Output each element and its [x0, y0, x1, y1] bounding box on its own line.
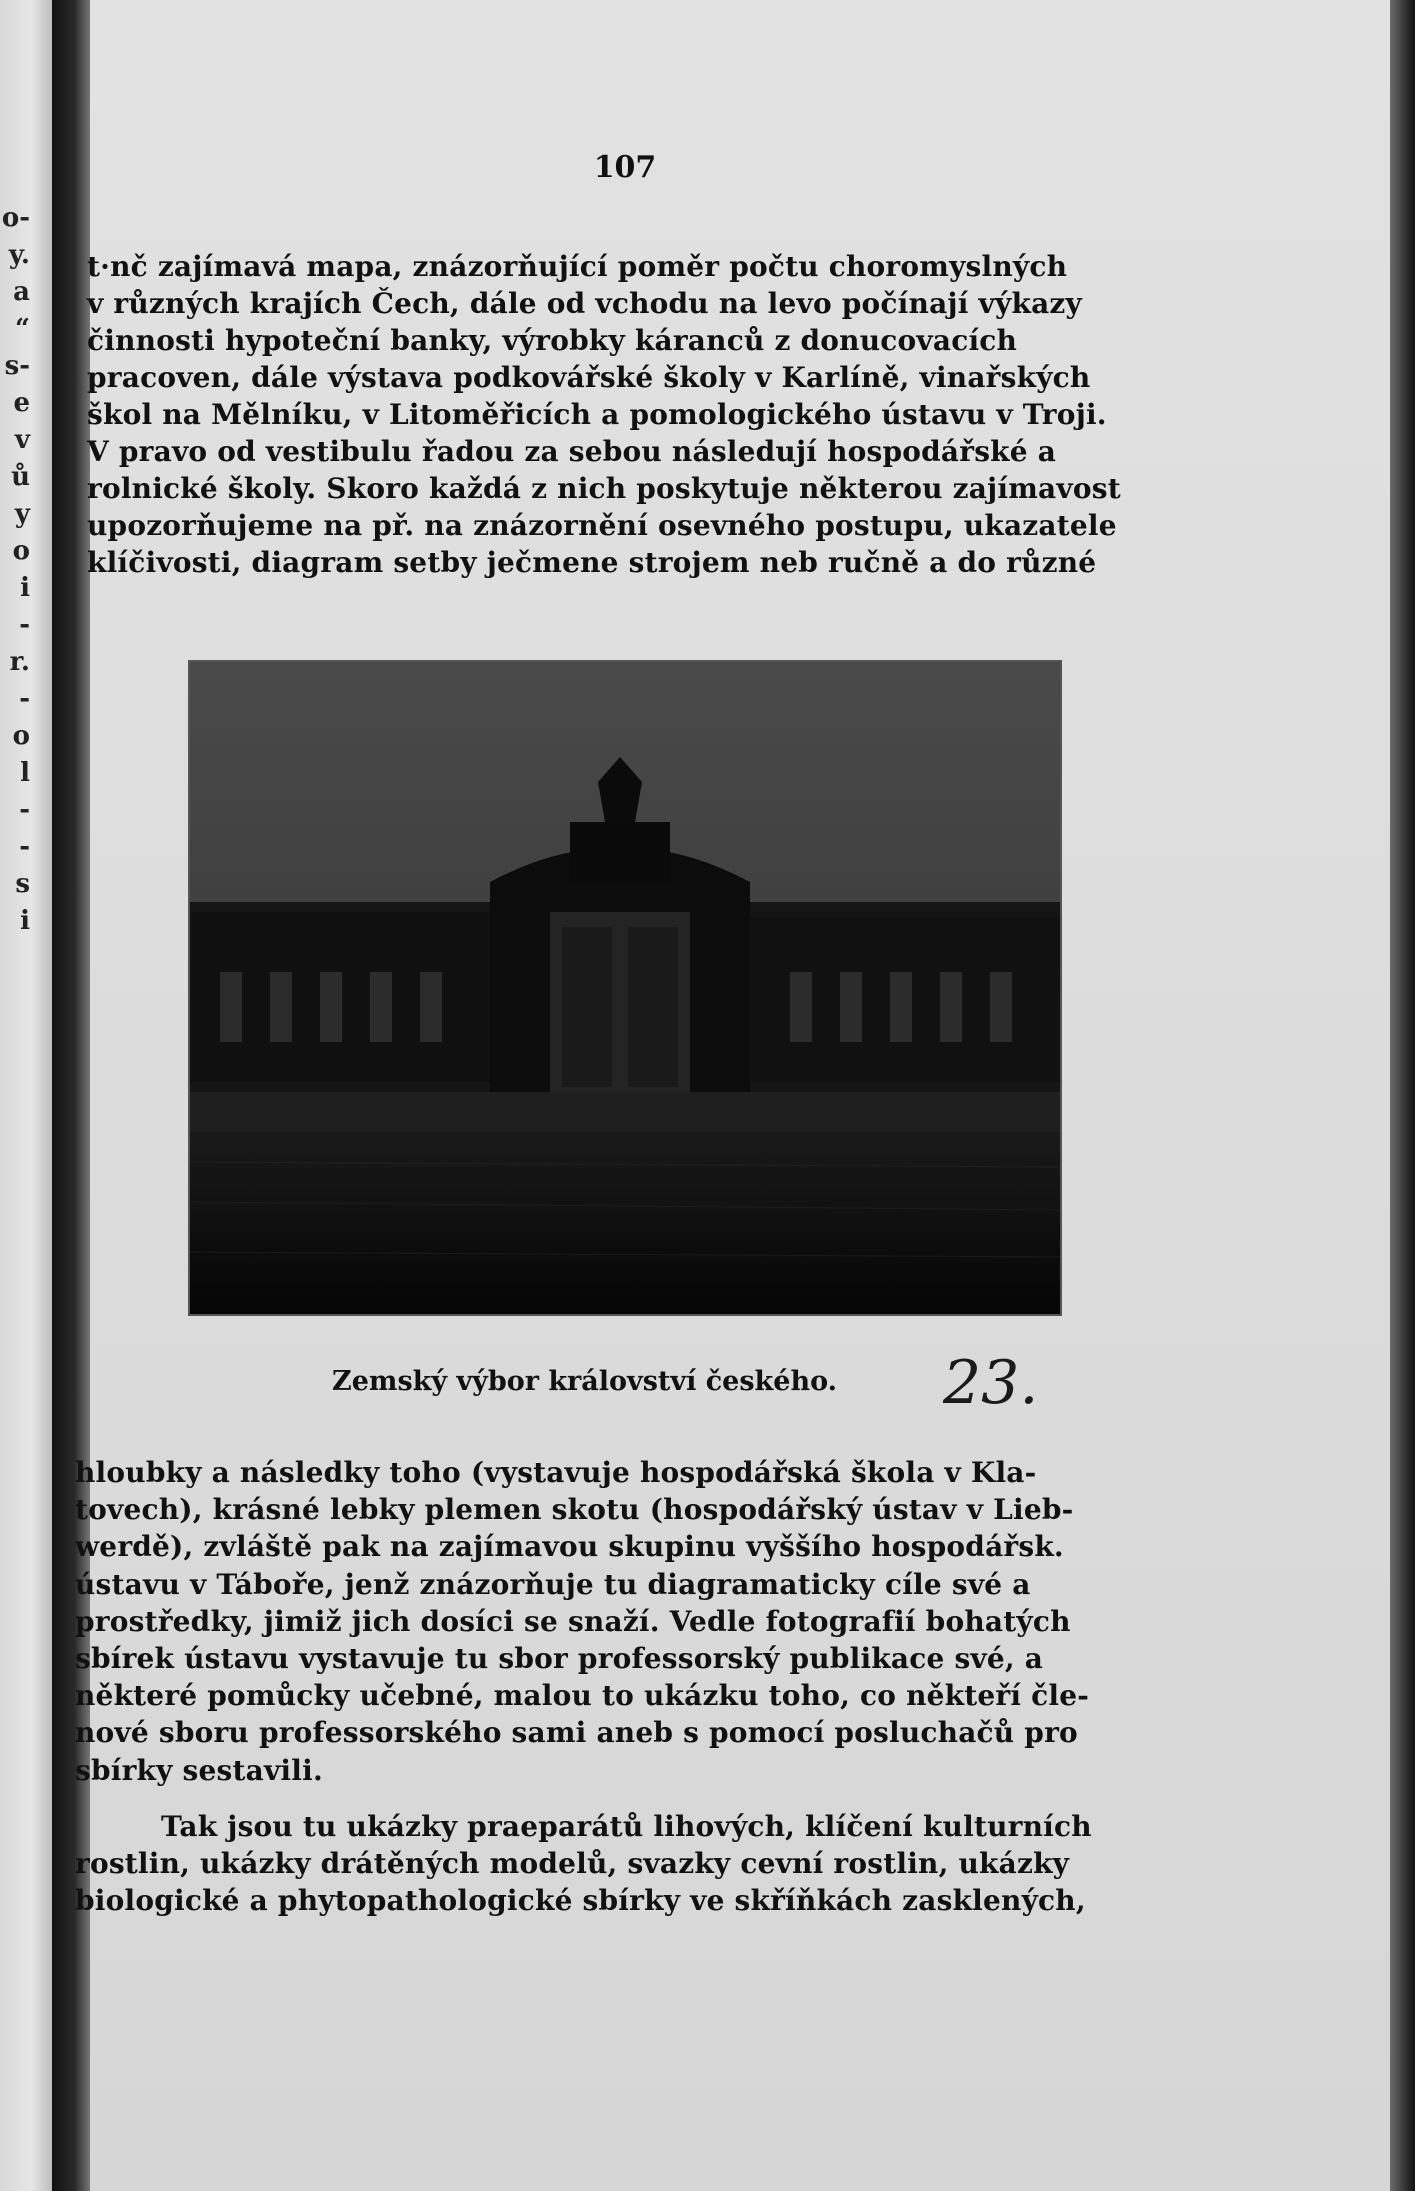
text-line: v různých krajích Čech, dále od vchodu na levo počínají výkazy [87, 287, 1082, 320]
text-line: rostlin, ukázky drátěných modelů, svazky cevní rostlin, ukázky [75, 1847, 1070, 1881]
paragraph-middle [75, 1454, 1205, 1789]
text-line: sbírek ústavu vystavuje tu sbor professorský publikace své, a [75, 1641, 1044, 1675]
edge-char: i [20, 906, 30, 936]
page-number: 107 [593, 150, 657, 185]
edge-char: r. [9, 647, 30, 677]
text-line: pracoven, dále výstava podkovářské školy v Karlíně, vinařských [87, 361, 1091, 394]
text-line: činnosti hypoteční banky, výrobky káranců z donucovacích [87, 324, 1018, 357]
paragraph-top [87, 248, 1187, 581]
paragraph-bottom [75, 1808, 1205, 1920]
page-right-edge [1390, 0, 1415, 2191]
text-line: tovech), krásné lebky plemen skotu (hospodářský ústav v Lieb- [75, 1493, 1074, 1527]
text-line: rolnické školy. Skoro každá z nich poskytuje některou zajímavost [87, 472, 1121, 505]
edge-char: i [20, 573, 30, 603]
building-photograph [188, 660, 1062, 1316]
edge-char: “ [15, 314, 30, 344]
text-line: hloubky a následky toho (vystavuje hospodářská škola v Kla- [75, 1456, 1037, 1489]
edge-char: a [13, 277, 30, 307]
text-line: škol na Mělníku, v Litoměřicích a pomologického ústavu v Troji. [87, 398, 1107, 431]
photo-caption: Zemský výbor království českého. [332, 1366, 838, 1397]
text-line: sbírky sestavili. [75, 1753, 323, 1787]
text-line: některé pomůcky učebné, malou to ukázku toho, co někteří čle- [75, 1679, 1090, 1713]
edge-char: l [20, 758, 30, 788]
handwritten-note: 23. [943, 1348, 1039, 1418]
edge-char: o [12, 721, 30, 751]
edge-char: s [15, 869, 30, 899]
pavilion-photo-image [190, 662, 1060, 1314]
edge-char: v [14, 425, 30, 455]
facing-page-edge [0, 0, 52, 2191]
edge-char: - [19, 610, 30, 640]
text-line: V pravo od vestibulu řadou za sebou následují hospodářské a [87, 435, 1057, 468]
text-line: nové sboru professorského sami aneb s pomocí posluchačů pro [75, 1716, 1078, 1750]
edge-char: y. [8, 240, 30, 270]
text-line: biologické a phytopathologické sbírky ve skříňkách zasklených, [75, 1884, 1086, 1918]
text-line: klíčivosti, diagram setby ječmene strojem neb ručně a do různé [87, 546, 1097, 579]
edge-char: ů [11, 462, 30, 492]
text-line: upozorňujeme na př. na znázornění osevného postupu, ukazatele [87, 509, 1117, 542]
edge-char: s- [4, 351, 30, 381]
facing-page-text [0, 200, 30, 940]
edge-char: o- [1, 203, 30, 233]
edge-char: e [13, 388, 30, 418]
edge-char: - [19, 795, 30, 825]
text-line: t·nč zajímavá mapa, znázorňující poměr počtu choromyslných [87, 250, 1068, 283]
edge-char: - [19, 832, 30, 862]
text-line: ústavu v Táboře, jenž znázorňuje tu diagramaticky cíle své a [75, 1567, 1031, 1601]
edge-char: y [14, 499, 30, 529]
text-line: prostředky, jimiž jich dosíci se snaží. Vedle fotografií bohatých [75, 1604, 1071, 1638]
handwritten-number-23 [935, 1345, 1065, 1420]
text-line: werdě), zvláště pak na zajímavou skupinu vyššího hospodářsk. [75, 1530, 1064, 1564]
edge-char: - [19, 684, 30, 714]
edge-char: o [12, 536, 30, 566]
text-line: Tak jsou tu ukázky praeparátů lihových, klíčení kulturních [161, 1810, 1092, 1843]
